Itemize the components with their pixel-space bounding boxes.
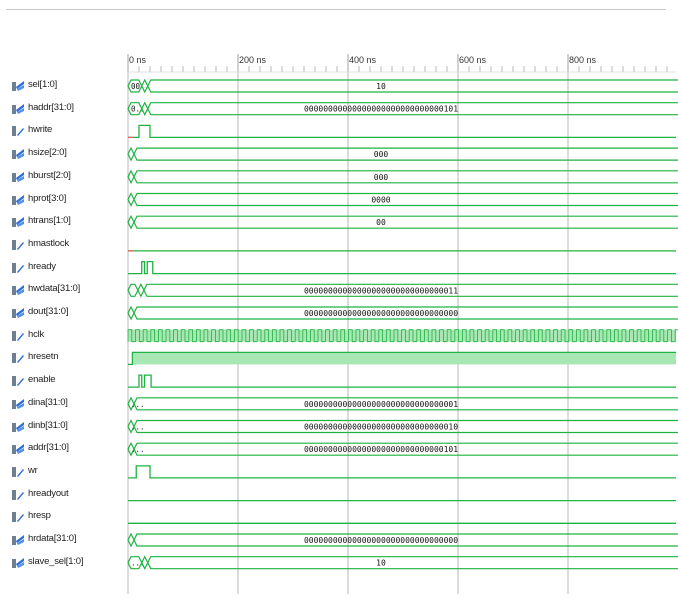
signal-name[interactable]: hrdata[31:0] <box>28 533 77 544</box>
signal-name[interactable]: htrans[1:0] <box>28 215 71 227</box>
bus-segment <box>128 284 138 296</box>
signal-name[interactable]: wr <box>28 464 38 476</box>
bus-segment <box>128 194 134 206</box>
bus-initial-value: ... <box>131 445 145 455</box>
bit-wave <box>128 375 676 387</box>
bus-initial-value: 0... <box>131 104 150 114</box>
signal-name[interactable]: hwdata[31:0] <box>28 283 81 295</box>
signal-name[interactable]: hready <box>28 260 56 272</box>
signal-name[interactable]: haddr[31:0] <box>28 101 74 113</box>
bus-value-label: 0000 <box>371 195 391 205</box>
signal-name[interactable]: dinb[31:0] <box>28 419 68 431</box>
signal-name[interactable]: hresp <box>28 510 51 522</box>
bus-value-label: 000 <box>373 172 389 182</box>
bus-value-label: 00000000000000000000000000000000 <box>303 309 459 318</box>
bus-segment <box>128 216 134 228</box>
bus-initial-value: ... <box>131 558 145 568</box>
bus-value-label: 00000000000000000000000000000011 <box>303 286 459 296</box>
bus-value-label: 00000000000000000000000000000101 <box>303 104 459 114</box>
bus-value-label: 00000000000000000000000000000010 <box>303 422 459 432</box>
bus-initial-value: 00 <box>131 82 141 91</box>
bus-initial-value: ... <box>131 422 145 432</box>
signal-name[interactable]: dout[31:0] <box>28 306 69 317</box>
bus-segment <box>128 171 134 183</box>
signal-name[interactable]: hprot[3:0] <box>28 192 67 204</box>
bus-value-label: 00 <box>376 218 386 228</box>
bus-segment <box>134 171 678 183</box>
bus-value-label: 00000000000000000000000000000000 <box>303 536 459 545</box>
bus-segment <box>142 80 148 92</box>
bus-value-label: 00000000000000000000000000000101 <box>303 445 459 455</box>
bit-high-fill <box>132 352 676 364</box>
bus-segment <box>148 80 678 92</box>
bus-value-label: 10 <box>376 558 386 568</box>
bit-wave <box>128 125 676 137</box>
signal-name[interactable]: enable <box>28 374 56 386</box>
bus-segment <box>128 307 134 319</box>
signal-name[interactable]: hwrite <box>28 124 53 136</box>
signal-name[interactable]: hmastlock <box>28 237 69 249</box>
time-tick-label: 800 ns <box>569 55 597 65</box>
bus-value-label: 000 <box>373 150 389 160</box>
bus-segment <box>128 148 134 160</box>
bus-segment <box>138 284 144 296</box>
signal-name[interactable]: addr[31:0] <box>28 442 69 454</box>
bus-segment <box>134 216 678 228</box>
bus-value-label: 00000000000000000000000000000001 <box>303 399 459 409</box>
signal-name[interactable]: hreadyout <box>28 487 69 499</box>
bus-segment <box>134 194 678 206</box>
bit-wave <box>128 262 676 274</box>
bit-wave <box>128 466 676 478</box>
time-tick-label: 0 ns <box>129 55 147 65</box>
bus-initial-value: ... <box>131 399 145 409</box>
time-tick-label: 200 ns <box>239 55 267 65</box>
signal-name[interactable]: hsize[2:0] <box>28 147 67 159</box>
signal-name[interactable]: dina[31:0] <box>28 396 68 408</box>
signal-name[interactable]: hclk <box>28 328 45 340</box>
bus-segment <box>134 148 678 160</box>
bus-segment <box>148 557 678 569</box>
signal-name[interactable]: hresetn <box>28 351 59 363</box>
signal-name[interactable]: hburst[2:0] <box>28 169 71 181</box>
signal-name[interactable]: sel[1:0] <box>28 79 58 90</box>
time-tick-label: 400 ns <box>349 55 377 65</box>
signal-name[interactable]: slave_sel[1:0] <box>28 555 84 567</box>
bus-segment <box>128 534 134 546</box>
bus-value-label: 10 <box>376 82 386 91</box>
time-tick-label: 600 ns <box>459 55 487 65</box>
